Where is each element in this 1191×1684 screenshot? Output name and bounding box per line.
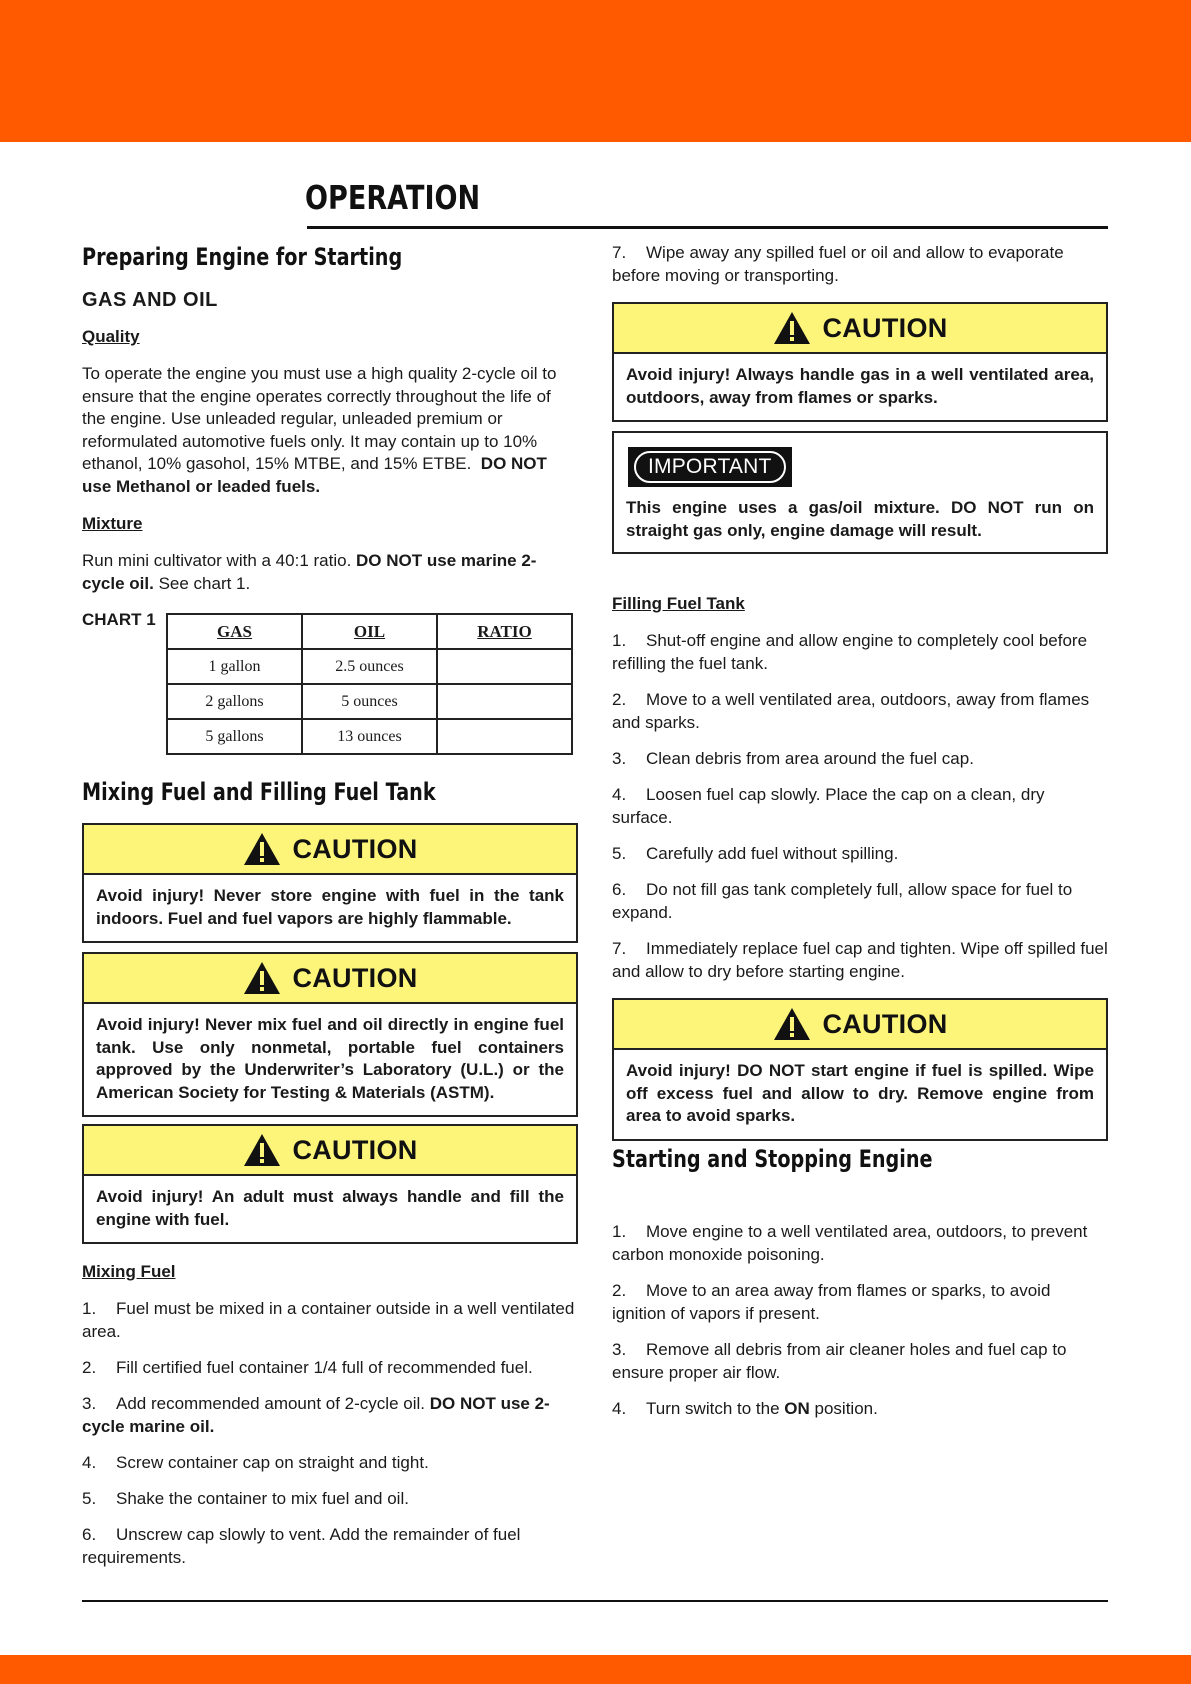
chart-cell: 5 ounces: [302, 684, 437, 719]
chart-label: CHART 1: [82, 610, 156, 629]
caution-box-adult: [82, 1124, 578, 1244]
caution-text: Avoid injury! Never mix fuel and oil directly in engine fuel tank. Use only nonmetal, portable fuel containers approved by the Underwriter’s Laboratory (U.L.) or the American Society for Testing & Materials (ASTM).: [96, 1015, 564, 1102]
warning-triangle-icon: [242, 960, 282, 996]
mixture-paragraph: Run mini cultivator with a 40:1 ratio. DO NOT use marine 2-cycle oil. See chart 1.: [82, 551, 537, 593]
warning-triangle-icon: [242, 1132, 282, 1168]
chart-cell: [437, 649, 572, 684]
subheading-mixing-fuel: Mixing Fuel: [82, 1262, 176, 1281]
caution-box-storage: [82, 823, 578, 943]
chart-header-oil: OIL: [302, 614, 437, 649]
list-item: 1. Shut-off engine and allow engine to completely cool before refilling the fuel tank.: [612, 631, 1088, 673]
warning-triangle-icon: [242, 831, 282, 867]
list-item: 2. Fill certified fuel container 1/4 full of recommended fuel.: [82, 1358, 533, 1377]
list-item: 3. Remove all debris from air cleaner holes and fuel cap to ensure proper air flow.: [612, 1340, 1067, 1382]
chart-row: [167, 684, 572, 719]
caution-box-handle-gas: [612, 302, 1108, 422]
caution-word: CAUTION: [822, 312, 948, 343]
caution-box-mixing: [82, 952, 578, 1117]
subheading-mixture: Mixture: [82, 514, 143, 533]
bottom-rule: [82, 1600, 1108, 1602]
caution-word: CAUTION: [292, 833, 418, 864]
chart-cell: 5 gallons: [167, 719, 302, 754]
warning-triangle-icon: [772, 310, 812, 346]
quality-paragraph: To operate the engine you must use a high quality 2-cycle oil to ensure that the engine operates correctly throughout the life of the engine. Use unleaded regular, unleaded premium or reformulated automotive fuels only. It may contain up to 10% ethanol, 10% gasohol, 15% MTBE, and 15% ETBE. DO NOT use Methanol or leaded fuels.: [82, 364, 557, 496]
chart-cell: [437, 719, 572, 754]
caution-text: Avoid injury! Always handle gas in a well ventilated area, outdoors, away from flames or sparks.: [626, 365, 1094, 407]
chart-cell: [437, 684, 572, 719]
chart-row: [167, 719, 572, 754]
list-item: 6. Do not fill gas tank completely full, allow space for fuel to expand.: [612, 880, 1073, 922]
page-title: OPERATION: [305, 178, 481, 217]
chart-header-gas: GAS: [167, 614, 302, 649]
caution-text: Avoid injury! Never store engine with fuel in the tank indoors. Fuel and fuel vapors are highly flammable.: [96, 886, 564, 928]
heading-mixing-fuel: Mixing Fuel and Filling Fuel Tank: [82, 778, 436, 806]
warning-triangle-icon: [772, 1006, 812, 1042]
chart-row: [167, 649, 572, 684]
list-item: 3. Clean debris from area around the fuel cap.: [612, 749, 974, 768]
subheading-filling-fuel-tank: Filling Fuel Tank: [612, 594, 745, 613]
fuel-mix-chart: [166, 613, 573, 755]
list-item: 4. Screw container cap on straight and tight.: [82, 1453, 429, 1472]
chart-cell: 2.5 ounces: [302, 649, 437, 684]
list-item: 6. Unscrew cap slowly to vent. Add the remainder of fuel requirements.: [82, 1525, 521, 1567]
caution-word: CAUTION: [292, 1134, 418, 1165]
important-text: This engine uses a gas/oil mixture. DO NOT run on straight gas only, engine damage will result.: [626, 498, 1094, 540]
subheading-quality: Quality: [82, 327, 140, 346]
caution-word: CAUTION: [822, 1008, 948, 1039]
caution-text: Avoid injury! An adult must always handle and fill the engine with fuel.: [96, 1187, 564, 1229]
list-item: 7. Immediately replace fuel cap and tighten. Wipe off spilled fuel and allow to dry before starting engine.: [612, 939, 1108, 981]
list-item: 2. Move to a well ventilated area, outdoors, away from flames and sparks.: [612, 690, 1090, 732]
list-item: 5. Shake the container to mix fuel and oil.: [82, 1489, 409, 1508]
list-item: 4. Loosen fuel cap slowly. Place the cap on a clean, dry surface.: [612, 785, 1045, 827]
list-item: 2. Move to an area away from flames or sparks, to avoid ignition of vapors if present.: [612, 1281, 1051, 1323]
footer-band: [0, 1655, 1191, 1684]
list-item: 1. Fuel must be mixed in a container outside in a well ventilated area.: [82, 1299, 575, 1341]
list-item: 1. Move engine to a well ventilated area, outdoors, to prevent carbon monoxide poisoning.: [612, 1222, 1088, 1264]
heading-preparing-engine: Preparing Engine for Starting: [82, 243, 403, 271]
heading-starting-stopping: Starting and Stopping Engine: [612, 1145, 933, 1173]
caution-word: CAUTION: [292, 962, 418, 993]
chart-header-ratio: RATIO: [437, 614, 572, 649]
chart-cell: 13 ounces: [302, 719, 437, 754]
important-badge: IMPORTANT: [628, 447, 792, 487]
chart-cell: 1 gallon: [167, 649, 302, 684]
heading-gas-and-oil: GAS AND OIL: [82, 289, 218, 311]
title-rule: [307, 226, 1108, 229]
list-item: 3. Add recommended amount of 2-cycle oil. DO NOT use 2-cycle marine oil.: [82, 1394, 550, 1436]
list-item: 5. Carefully add fuel without spilling.: [612, 844, 899, 863]
header-band: [0, 0, 1191, 142]
list-item: 4. Turn switch to the ON position.: [612, 1399, 878, 1418]
important-box: [612, 431, 1108, 554]
caution-text: Avoid injury! DO NOT start engine if fuel is spilled. Wipe off excess fuel and allow to dry. Remove engine from area to avoid sparks.: [626, 1061, 1094, 1125]
list-item: 7. Wipe away any spilled fuel or oil and allow to evaporate before moving or transporting.: [612, 243, 1064, 285]
caution-box-spilled: [612, 998, 1108, 1141]
chart-cell: 2 gallons: [167, 684, 302, 719]
